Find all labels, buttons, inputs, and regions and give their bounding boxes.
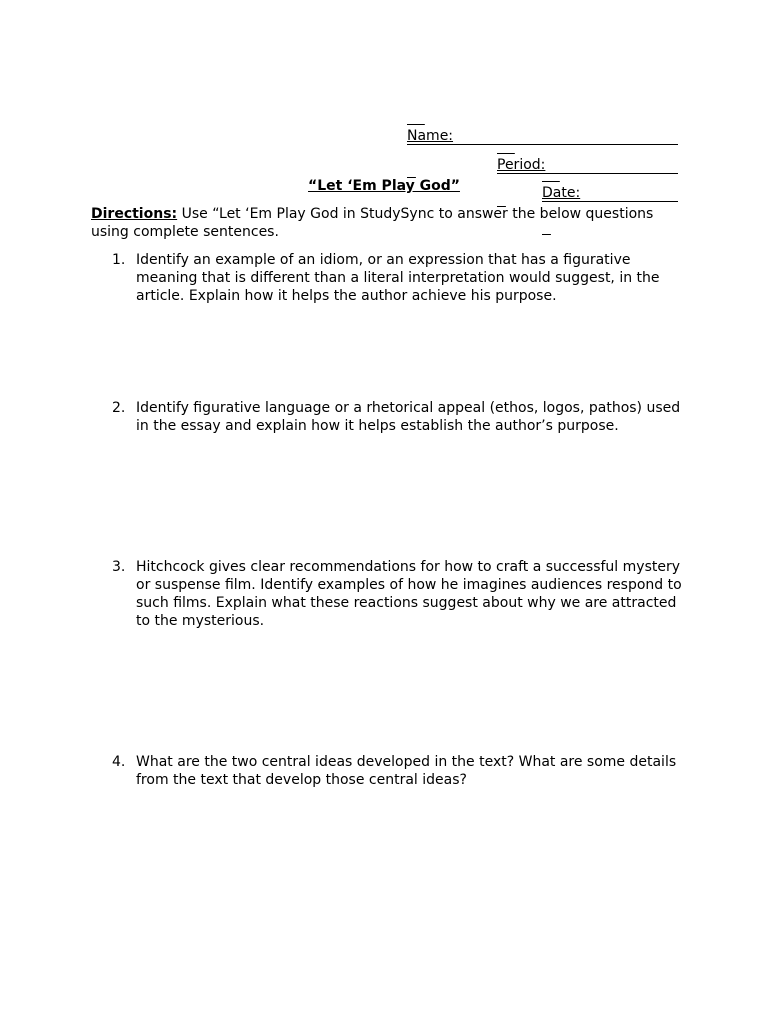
question-4: [112, 753, 682, 789]
question-number: 2.: [112, 400, 126, 416]
directions-label: Directions:: [91, 206, 178, 222]
question-2: [112, 399, 682, 435]
question-3: [112, 558, 682, 630]
question-text: What are the two central ideas developed in the text? What are some details from the text that develop those central ideas?: [136, 754, 677, 788]
date-label: Date:: [542, 185, 581, 201]
directions-text: Use “Let ‘Em Play God in StudySync to answer the below questions using complete sentences.: [91, 206, 654, 240]
period-label: Period:: [497, 157, 546, 173]
document-title: “Let ‘Em Play God”: [308, 178, 460, 194]
question-text: Identify figurative language or a rhetorical appeal (ethos, logos, pathos) used in the essay and explain how it helps establish the author’s purpose.: [136, 400, 681, 434]
question-number: 4.: [112, 754, 126, 770]
question-number: 3.: [112, 559, 126, 575]
question-text: Hitchcock gives clear recommendations for how to craft a successful mystery or suspense film. Identify examples of how he imagines audiences respond to such films. Explain what these reactions suggest about why we are attracted to the mysterious.: [136, 559, 682, 629]
name-label: Name:: [407, 128, 454, 144]
question-number: 1.: [112, 252, 126, 268]
question-1: [112, 251, 682, 305]
directions: [91, 205, 681, 241]
question-text: Identify an example of an idiom, or an expression that has a figurative meaning that is different than a literal interpretation would suggest, in the article. Explain how it helps the author achieve his purpose.: [136, 252, 660, 304]
